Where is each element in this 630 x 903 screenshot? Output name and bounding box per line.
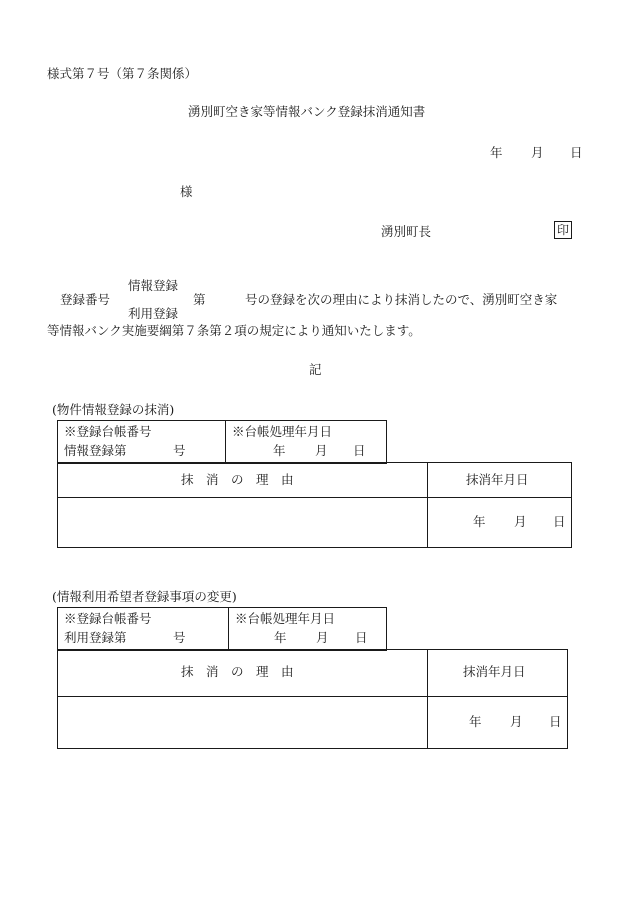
date-day-label: 日 [570,145,583,160]
reg-type-lower: 利用登録 [128,306,179,321]
section2-reason-header: 抹 消 の 理 由 [181,664,294,679]
section1-proc-day: 日 [353,443,366,458]
section2-ledger-label: ※登録台帳番号 [64,611,152,626]
section1-caption: (物件情報登録の抹消) [52,402,175,417]
section1-year: 年 [473,514,486,529]
section1-ledger-prefix: 情報登録第 [64,443,127,458]
section1-proc-year: 年 [273,443,286,458]
section2-ledger-suffix: 号 [173,630,186,645]
form-number: 様式第７号（第７条関係） [47,66,198,81]
section1-column-divider [427,462,428,547]
date-month-label: 月 [531,145,544,160]
section2-month: 月 [510,714,523,729]
seal-mark: 印 [554,221,572,239]
section2-year: 年 [469,714,482,729]
section1-proc-month: 月 [315,443,328,458]
section1-date-header: 抹消年月日 [466,472,529,487]
section1-month: 月 [514,514,527,529]
section2-day: 日 [549,714,562,729]
section1-day: 日 [553,514,566,529]
section1-reason-header: 抹 消 の 理 由 [181,472,294,487]
section2-date-header: 抹消年月日 [463,664,526,679]
section2-proc-day: 日 [355,630,368,645]
section1-ledger-suffix: 号 [173,443,186,458]
reg-type-upper: 情報登録 [128,278,179,293]
body-line-1: 号の登録を次の理由により抹消したので、湧別町空き家 [245,292,558,307]
section2-ledger-prefix: 利用登録第 [64,630,127,645]
section1-proc-label: ※台帳処理年月日 [232,424,333,439]
dai-label: 第 [193,292,206,307]
section2-ledger-divider [228,607,229,650]
section2-header-divider [57,696,568,697]
addressee-suffix: 様 [180,184,193,199]
section2-proc-month: 月 [316,630,329,645]
body-line-2: 等情報バンク実施要綱第７条第２項の規定により通知いたします。 [47,323,421,338]
section2-proc-year: 年 [274,630,287,645]
section1-ledger-label: ※登録台帳番号 [64,424,152,439]
document-title: 湧別町空き家等情報バンク登録抹消通知書 [188,104,426,119]
section2-proc-label: ※台帳処理年月日 [235,611,336,626]
section2-caption: (情報利用希望者登録事項の変更) [52,589,237,604]
reg-no-label: 登録番号 [60,292,111,307]
section2-column-divider [427,649,428,748]
sender-name: 湧別町長 [381,224,432,239]
section1-ledger-divider [225,420,226,463]
date-year-label: 年 [490,145,503,160]
ki-heading: 記 [309,362,322,377]
section1-header-divider [57,497,572,498]
